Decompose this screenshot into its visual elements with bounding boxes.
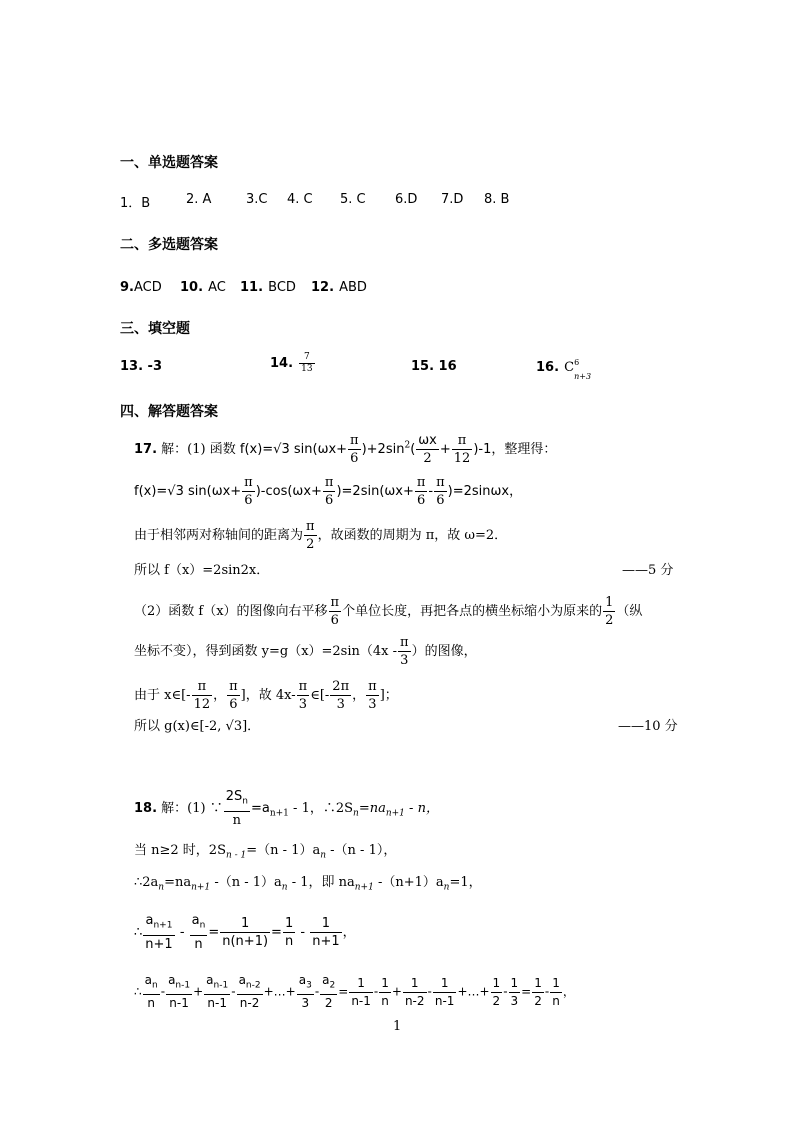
- q17-line1-e: )-1，整理得：: [473, 442, 557, 457]
- q18-line-4: ∴ $\frac{a_{n+1}}{n+1}$ - $\frac{a_n}{n}$ = $\frac{1}{n(n+1)}$ = $\frac{1}{n}$ - $\frac{1}{n+1}$ ，: [134, 913, 356, 952]
- q17-line2-c: )=2sin(ωx+: [336, 484, 414, 499]
- frac-1-t3: [403, 975, 427, 1010]
- q17-line7-e: ，: [352, 688, 366, 703]
- q17-line7-d: ∈[-: [310, 688, 330, 703]
- q17-line7-a: 由于 x∈[-: [134, 688, 191, 703]
- answer-9-number: 9.: [120, 280, 134, 295]
- q18-line-1: [134, 788, 439, 829]
- frac-num: 1: [532, 975, 544, 993]
- frac-num-main: a: [144, 973, 152, 987]
- frac-num: π: [229, 679, 238, 694]
- frac-num-sub: 2: [329, 980, 336, 991]
- frac-num: π: [192, 678, 213, 696]
- frac-1-t1: [349, 975, 373, 1010]
- frac-num: π: [400, 635, 409, 650]
- frac-den: n-1: [351, 993, 371, 1008]
- frac-num: π: [330, 595, 340, 610]
- page-number: 1: [393, 1019, 402, 1034]
- frac-num: [143, 912, 174, 936]
- frac-an-n: [190, 912, 208, 953]
- frac-den: 2: [534, 993, 542, 1008]
- frac-num-main: a: [238, 973, 246, 987]
- answer-12-number: 12.: [311, 280, 335, 295]
- frac-num-sub: n: [242, 796, 248, 807]
- frac-den: 3: [336, 697, 345, 712]
- q17-line7-f: ]；: [379, 688, 398, 703]
- frac-a3-3: [297, 972, 314, 1012]
- answer-2: 2. A: [186, 192, 212, 207]
- frac-den: n-1: [169, 996, 189, 1011]
- q18-line3-e: -（n+1）a: [373, 875, 444, 890]
- q17-line-1: [134, 432, 556, 467]
- frac-num-main: a: [206, 973, 214, 987]
- frac-den: n+1: [145, 936, 173, 952]
- q17-line1-sup: 2: [404, 440, 411, 451]
- frac-num-sub: n: [199, 920, 206, 931]
- frac-den: n-2: [239, 996, 260, 1011]
- q17-line1-b: )+2sin: [361, 442, 405, 457]
- answer-7: 7.D: [441, 192, 464, 207]
- frac-num-main: a: [191, 913, 200, 928]
- frac-pi-6: [434, 474, 447, 509]
- frac-num: 1: [284, 915, 294, 931]
- section-heading-fill-blank: 三、填空题: [120, 321, 190, 337]
- q17-line6-b: ）的图像，: [411, 644, 477, 659]
- frac-den: 6: [244, 493, 253, 508]
- frac-pi-6: [348, 432, 361, 467]
- frac-num: 1: [220, 915, 270, 933]
- frac-an-2: [237, 972, 263, 1012]
- frac-1-t2: [379, 975, 391, 1010]
- frac-num: [320, 972, 337, 995]
- combination-symbol: C: [564, 360, 575, 375]
- frac-num: π: [436, 475, 445, 490]
- frac-den: 2: [605, 613, 614, 628]
- frac-num: 1: [605, 595, 614, 610]
- frac-num: 1: [491, 975, 503, 993]
- q18-line1-b: - 1，∴2S: [288, 800, 354, 816]
- q17-line5-c: （纵: [616, 604, 643, 619]
- answer-8: 8. B: [484, 192, 510, 207]
- frac-an-n: [143, 972, 160, 1012]
- frac-num: π: [324, 475, 334, 490]
- frac-num-main: a: [322, 973, 330, 987]
- answer-16-number: 16.: [536, 360, 560, 375]
- combination-superscript: 6: [574, 358, 580, 367]
- answer-16: [536, 356, 592, 381]
- q18-line3-f: =1，: [449, 875, 482, 890]
- frac-num-main: a: [168, 973, 176, 987]
- section-heading-single-choice: 一、单选题答案: [120, 155, 218, 171]
- frac-den: 12: [193, 697, 211, 712]
- frac-den: 2: [306, 537, 315, 552]
- frac-pi-12: [192, 678, 213, 713]
- answer-1: 1．B: [120, 196, 151, 211]
- therefore-symbol: ∴: [134, 984, 142, 999]
- frac-den: n: [147, 996, 155, 1011]
- frac-den: 2: [324, 996, 333, 1011]
- frac-an1-n1: [143, 912, 174, 953]
- answer-10-value: AC: [208, 280, 226, 295]
- frac-den: n: [381, 993, 389, 1008]
- frac-num: [204, 972, 230, 995]
- q18-line2-sub: n - 1: [225, 850, 247, 861]
- q17-line3-b: ，故函数的周期为 π，故 ω=2．: [317, 528, 508, 543]
- q17-line6-a: 坐标不变），得到函数 y=g（x）=2sin（4x -: [134, 644, 398, 659]
- frac-num: [237, 972, 263, 995]
- frac-den: n: [284, 933, 294, 949]
- frac-num: π: [298, 679, 308, 694]
- frac-wx-2: [416, 432, 439, 467]
- section-heading-multi-choice: 二、多选题答案: [120, 237, 218, 253]
- frac-num: 1: [403, 975, 427, 993]
- frac-num: π: [306, 519, 315, 534]
- frac-num: π: [368, 679, 377, 694]
- frac-pi-3: [366, 678, 379, 713]
- combination-subscript: n+3: [574, 372, 592, 381]
- frac-pi-6: [323, 474, 336, 509]
- q18-line3-d: - 1，即 na: [287, 875, 355, 890]
- frac-pi-6: [415, 474, 428, 509]
- q17-line2-d: -: [428, 484, 434, 499]
- q18-line2-c: -（n - 1），: [326, 843, 397, 858]
- therefore-symbol: ∴: [134, 924, 143, 940]
- frac-pi-6: [227, 678, 240, 713]
- frac-num-main: a: [145, 913, 154, 928]
- frac-den: 3: [301, 996, 310, 1011]
- frac-2sn-n: [224, 788, 250, 829]
- frac-pi-3: [297, 678, 310, 713]
- frac-den: 6: [229, 697, 238, 712]
- q18-line3-sub3: n: [281, 882, 288, 893]
- frac-1-t7: [532, 975, 544, 1010]
- answer-12-value: ABD: [339, 280, 367, 295]
- q17-line1-a: f(x)=√3 sin(ωx+: [239, 442, 348, 457]
- q17-line-3: [134, 518, 507, 553]
- q17-score-2: ——10 分: [618, 719, 678, 734]
- q17-line7-b: ，: [213, 688, 227, 703]
- q17-score-1: ——5 分: [622, 563, 674, 578]
- q17-line2-a: f(x)=√3 sin(ωx+: [134, 484, 242, 499]
- answer-4: 4. C: [287, 192, 313, 207]
- q18-line3-sub2: n+1: [191, 882, 211, 893]
- answer-15: 15. 16: [411, 359, 457, 374]
- frac-den: 6: [325, 493, 334, 508]
- answer-5: 5. C: [340, 192, 366, 207]
- answer-14-denominator: 13: [301, 364, 313, 374]
- frac-1-nn1: [220, 915, 270, 950]
- frac-den: 6: [416, 493, 426, 508]
- answer-10: [180, 276, 226, 295]
- frac-num: 1: [349, 975, 373, 993]
- q18-line3-sub5: n: [443, 882, 450, 893]
- frac-pi-6: [329, 594, 342, 629]
- q18-number: 18.: [134, 800, 158, 816]
- q17-line3-a: 由于相邻两对称轴间的距离为: [134, 528, 304, 543]
- q17-line1-d: +: [439, 442, 451, 457]
- frac-den: n(n+1): [222, 933, 269, 949]
- frac-num-sub: n+1: [153, 920, 173, 931]
- q17-line-6: [134, 634, 477, 669]
- q17-line-2: [134, 474, 522, 509]
- frac-1-t6: [509, 975, 521, 1010]
- q17-line-8: 所以 g(x)∈[-2, √3]．: [134, 719, 261, 734]
- q18-line3-c: -（n - 1）a: [210, 875, 282, 890]
- q18-line3-a: ∴2a: [134, 875, 159, 890]
- frac-num: π: [452, 432, 473, 450]
- answer-11-number: 11.: [240, 280, 264, 295]
- q18-line-5: ∴ $\frac{a_n}{n}$ - $\frac{a_{n-1}}{n-1}$ + $\frac{a_{n-1}}{n-1}$ - $\frac{a_{n-2}}{n-2}$ +…+ $\frac{a_3}{3}$ - $\frac{a_2}{2}$ = $\frac{1}{n-1}$ - $\frac{1}{n}$ + $\frac{1}{n-2}$ - $\frac{1}{n-1}$ +…+ $\frac{1}{2}$ - $\frac{1}{3}$ = $\frac{1}{2}$ - $\frac{1}{n}$ ，: [134, 973, 575, 1011]
- frac-1-2: [603, 594, 615, 629]
- frac-num: 1: [509, 975, 521, 993]
- frac-num: 1: [379, 975, 391, 993]
- q17-line-4: 所以 f（x）=2sin2x．: [134, 563, 270, 578]
- q18-line2-b: =（n - 1）a: [246, 843, 321, 858]
- q18-line2-sub-n: n: [320, 850, 327, 861]
- answer-10-number: 10.: [180, 280, 204, 295]
- frac-den: 3: [510, 993, 519, 1008]
- frac-an-1b: [204, 972, 230, 1012]
- frac-den: 2: [423, 451, 432, 466]
- q17-line-5: [134, 594, 642, 629]
- q18-line2-a: 当 n≥2 时，2S: [134, 843, 226, 858]
- q17-line1-c: (: [410, 442, 416, 457]
- frac-den: 6: [330, 613, 339, 628]
- frac-den: 3: [400, 653, 409, 668]
- answer-9-value: ACD: [133, 280, 162, 295]
- frac-num: [297, 972, 314, 995]
- q18-line-3: [134, 874, 482, 897]
- frac-pi-6: [242, 474, 255, 509]
- frac-num: π: [350, 433, 359, 448]
- q17-line-7: [134, 678, 398, 713]
- answer-14-numerator: 7: [299, 352, 314, 364]
- q18-line1-sub: n+1: [269, 808, 289, 819]
- answer-11-value: BCD: [268, 280, 296, 295]
- frac-num: π: [416, 475, 426, 490]
- frac-den: 3: [368, 697, 377, 712]
- q18-line3-b: =na: [164, 875, 192, 890]
- frac-den: n-2: [404, 993, 425, 1008]
- q18-line3-sub4: n+1: [354, 882, 374, 893]
- section-heading-solutions: 四、解答题答案: [120, 404, 218, 420]
- frac-num-sub: n: [152, 980, 158, 991]
- frac-pi-12: [452, 432, 473, 467]
- frac-num: 1: [550, 975, 562, 993]
- frac-num: 2π: [332, 679, 350, 694]
- frac-den: n: [194, 936, 203, 952]
- answer-9: [120, 276, 162, 295]
- q18-line1-c: =na: [358, 800, 386, 816]
- answer-16-combination: [564, 358, 592, 381]
- frac-den: 2: [492, 993, 501, 1008]
- frac-num: [166, 972, 192, 995]
- answer-6: 6.D: [395, 192, 418, 207]
- frac-num-main: a: [298, 973, 307, 987]
- frac-den: n: [552, 993, 560, 1008]
- answer-11: [240, 276, 296, 295]
- q17-line2-b: )-cos(ωx+: [255, 484, 322, 499]
- frac-den: n: [232, 812, 242, 828]
- frac-num: [190, 912, 208, 936]
- frac-pi-2: [304, 518, 317, 553]
- answer-14: [270, 352, 316, 375]
- answer-14-number: 14.: [270, 356, 294, 371]
- frac-num-sub: n-1: [175, 980, 191, 991]
- frac-1-t8: [550, 975, 562, 1010]
- answer-13: 13. -3: [120, 359, 162, 374]
- frac-den: n-1: [434, 993, 455, 1008]
- frac-2pi-3: [330, 678, 351, 713]
- frac-den: n+1: [312, 933, 340, 949]
- frac-den: 6: [436, 493, 445, 508]
- frac-num-sub: n-2: [245, 980, 261, 991]
- q17-line5-a: （2）函数 f（x）的图像向右平移: [134, 604, 328, 619]
- frac-num: π: [244, 475, 253, 490]
- q18-line1-sub-n: n: [353, 808, 359, 819]
- frac-num: 1: [433, 975, 457, 993]
- q18-line3-sub1: n: [158, 882, 165, 893]
- frac-num-sub: n-1: [213, 980, 229, 991]
- frac-pi-3: [398, 634, 411, 669]
- answer-14-fraction: [299, 352, 314, 375]
- frac-1-n1: [310, 915, 341, 950]
- frac-1-n: [283, 915, 295, 950]
- answer-3: 3.C: [246, 192, 268, 207]
- q17-line7-c: ]，故 4x-: [240, 688, 296, 703]
- q17-number: 17.: [134, 442, 158, 457]
- answer-12: [311, 276, 367, 295]
- frac-den: 3: [298, 697, 308, 712]
- q17-line2-e: )=2sinωx，: [447, 484, 523, 499]
- q18-line1-a: =a: [250, 800, 270, 816]
- q17-line1-prefix: 解：(1) 函数: [161, 442, 236, 457]
- frac-den: 6: [350, 451, 359, 466]
- q18-line1-d: - n，: [404, 800, 439, 816]
- frac-num: ωx: [418, 433, 437, 448]
- frac-a2-2: [320, 972, 337, 1012]
- q18-line1-prefix: 解：(1) ∵: [161, 800, 223, 816]
- frac-num: [224, 788, 250, 812]
- frac-num: [143, 972, 160, 995]
- frac-an-1: [166, 972, 192, 1012]
- q17-line5-b: 个单位长度，再把各点的横坐标缩小为原来的: [342, 604, 603, 619]
- q18-line-2: [134, 842, 396, 865]
- frac-1-t5: [491, 975, 503, 1010]
- q18-line1-sub-n1: n+1: [385, 808, 405, 819]
- frac-den: 12: [453, 451, 471, 466]
- frac-num-sub: 3: [306, 980, 312, 991]
- frac-den: n-1: [207, 996, 227, 1011]
- frac-num: 1: [310, 915, 341, 933]
- frac-1-t4: [433, 975, 457, 1010]
- frac-num-main: 2S: [225, 789, 243, 804]
